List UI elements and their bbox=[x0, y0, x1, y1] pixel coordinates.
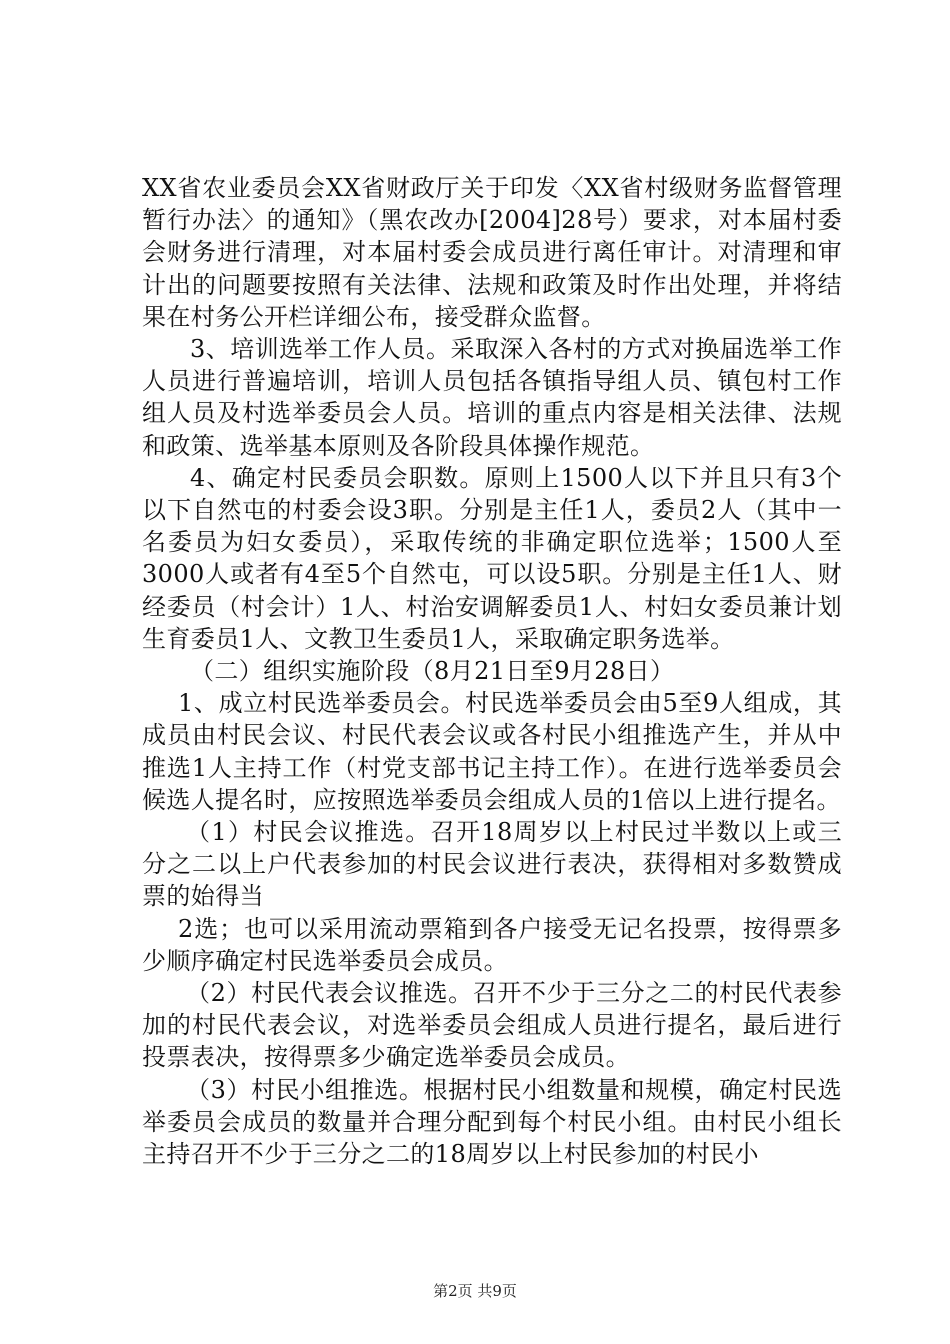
paragraph-mobile-ballot: 2选；也可以采用流动票箱到各户接受无记名投票，按得票多少顺序确定村民选举委员会成员。 bbox=[142, 914, 842, 975]
paragraph-representative-meeting: （2）村民代表会议推选。召开不少于三分之二的村民代表参加的村民代表会议，对选举委员会组成人员进行提名，最后进行投票表决，按得票多少确定选举委员会成员。 bbox=[142, 979, 842, 1072]
paragraph-committee-size: 4、确定村民委员会职数。原则上1500人以下并且只有3个以下自然屯的村委会设3职。分别是主任1人，委员2人（其中一名委员为妇女委员），采取传统的非确定职位选举；1500人至3000人或者有4至5个自然屯，可以设5职。分别是主任1人、财经委员（村会计）1人、村治安调解委员1人、村妇女委员兼计划生育委员1人、文教卫生委员1人，采取确定职务选举。 bbox=[142, 463, 842, 653]
paragraph-training: 3、培训选举工作人员。采取深入各村的方式对换届选举工作人员进行普遍培训，培训人员包括各镇指导组人员、镇包村工作组人员及村选举委员会人员。培训的重点内容是相关法律、法规和政策、选举基本原则及各阶段具体操作规范。 bbox=[142, 335, 842, 460]
section-heading-implementation: （二）组织实施阶段（8月21日至9月28日） bbox=[190, 657, 675, 686]
paragraph-election-committee: 1、成立村民选举委员会。村民选举委员会由5至9人组成，其成员由村民会议、村民代表会议或各村民小组推选产生，并从中推选1人主持工作（村党支部书记主持工作）。在进行选举委员会候选人提名时，应按照选举委员会组成人员的1倍以上进行提名。 bbox=[142, 689, 842, 814]
page-footer: 第2页 共9页 bbox=[433, 1282, 517, 1300]
paragraph-villager-meeting: （1）村民会议推选。召开18周岁以上村民过半数以上或三分之二以上户代表参加的村民会议进行表决，获得相对多数赞成票的始得当 bbox=[142, 818, 842, 911]
document-body bbox=[142, 172, 842, 1170]
paragraph-group-selection: （3）村民小组推选。根据村民小组数量和规模，确定村民选举委员会成员的数量并合理分配到每个村民小组。由村民小组长主持召开不少于三分之二的18周岁以上村民参加的村民小 bbox=[142, 1075, 842, 1169]
paragraph-audit: XX省农业委员会XX省财政厅关于印发〈XX省村级财务监督管理暂行办法〉的通知》（黑农改办[2004]28号）要求，对本届村委会财务进行清理，对本届村委会成员进行离任审计。对清理和审计出的问题要按照有关法律、法规和政策及时作出处理，并将结果在村务公开栏详细公布，接受群众监督。 bbox=[142, 174, 842, 331]
